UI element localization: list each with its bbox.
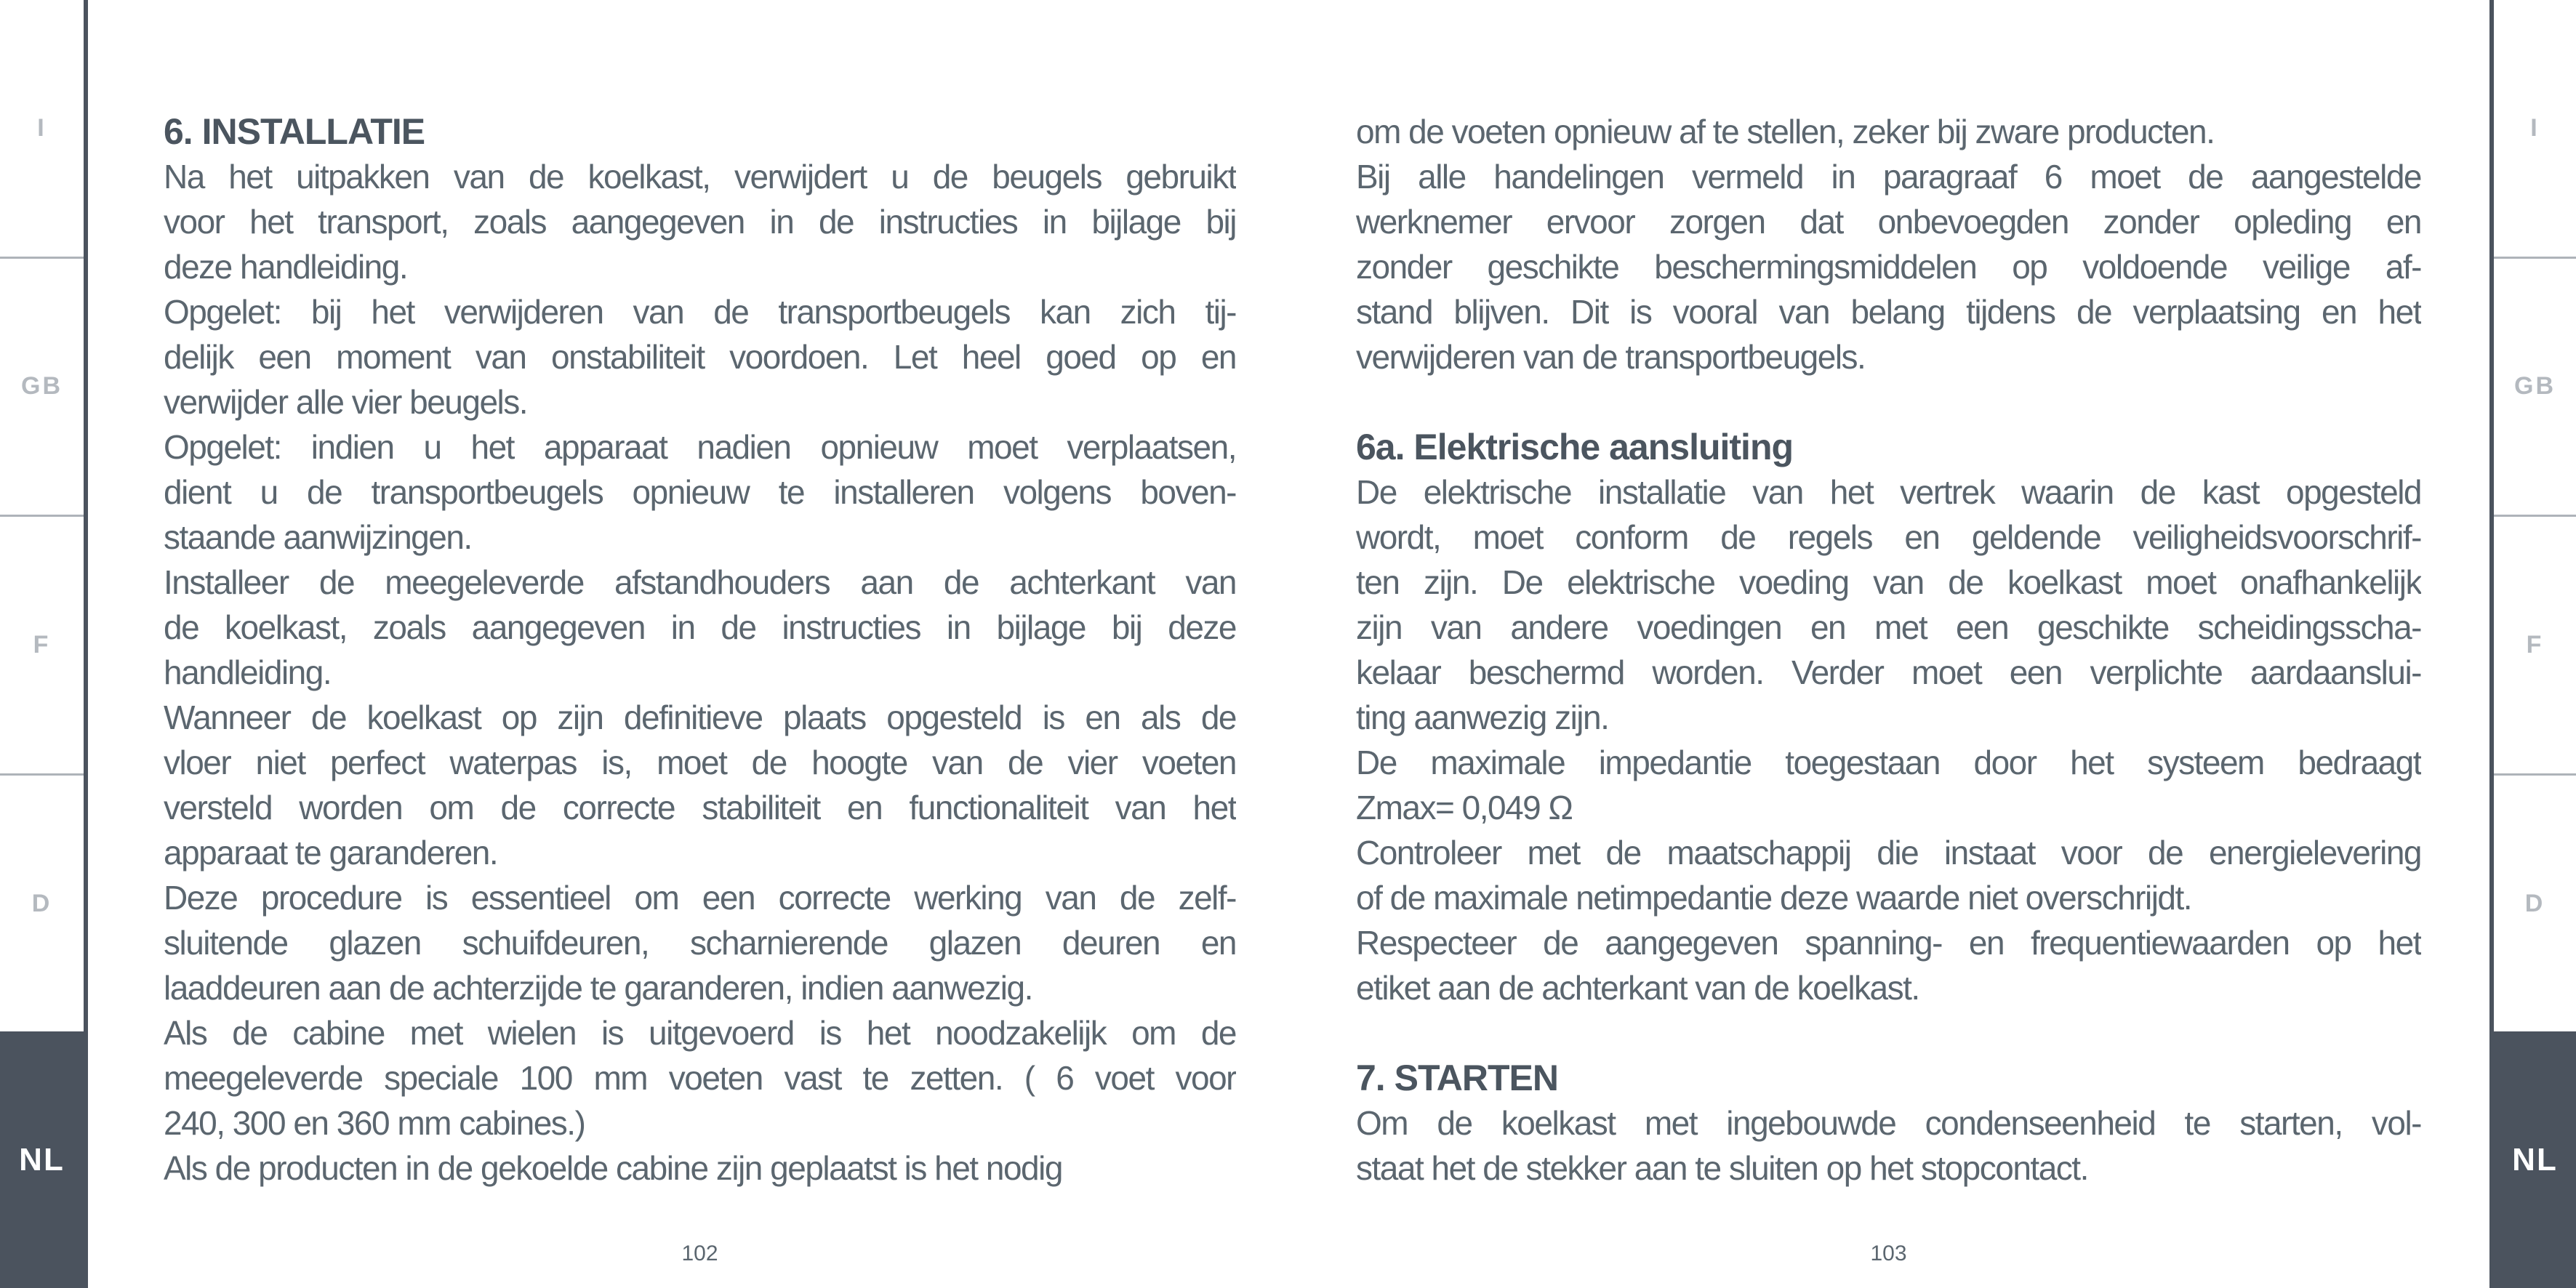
text-line: Controleer met de maatschappij die instaat voor de energielevering bbox=[1356, 834, 2421, 872]
section-heading: 6a. Elektrische aansluiting bbox=[1356, 427, 1794, 467]
left-language-tab-bar bbox=[0, 0, 84, 1288]
text-line: Respecteer de aangegeven spanning- en frequentiewaarden op het bbox=[1356, 924, 2421, 962]
section-heading: 7. STARTEN bbox=[1356, 1058, 1558, 1098]
text-line: Opgelet: indien u het apparaat nadien opnieuw moet verplaatsen, bbox=[164, 428, 1236, 466]
left-page-edge-rule bbox=[84, 0, 88, 1288]
page-102-text-column bbox=[164, 109, 1236, 1191]
language-tab-nl: NL bbox=[0, 1031, 84, 1288]
text-line: meegeleverde speciale 100 mm voeten vast te zetten. ( 6 voet voor bbox=[164, 1059, 1236, 1097]
language-tab-gb: GB bbox=[2494, 257, 2576, 515]
text-line: om de voeten opnieuw af te stellen, zeker bij zware producten. bbox=[1356, 113, 2215, 150]
text-line: Bij alle handelingen vermeld in paragraaf 6 moet de aangestelde bbox=[1356, 158, 2421, 196]
language-tab-i: I bbox=[0, 0, 84, 257]
text-line: laaddeuren aan de achterzijde te garanderen, indien aanwezig. bbox=[164, 969, 1032, 1007]
text-line: Opgelet: bij het verwijderen van de transportbeugels kan zich tij- bbox=[164, 293, 1236, 331]
text-line: ting aanwezig zijn. bbox=[1356, 699, 1609, 736]
text-line: sluitende glazen schuifdeuren, scharnierende glazen deuren en bbox=[164, 924, 1236, 962]
text-line: versteld worden om de correcte stabiliteit en functionaliteit van het bbox=[164, 789, 1236, 826]
text-line: vloer niet perfect waterpas is, moet de hoogte van de vier voeten bbox=[164, 744, 1236, 781]
language-tab-i: I bbox=[2494, 0, 2576, 257]
page-number-left: 102 bbox=[681, 1241, 718, 1265]
text-line: Als de cabine met wielen is uitgevoerd is het noodzakelijk om de bbox=[164, 1014, 1236, 1052]
language-tab-gb: GB bbox=[0, 257, 84, 515]
text-line: dient u de transportbeugels opnieuw te installeren volgens boven- bbox=[164, 473, 1236, 511]
page-number-right: 103 bbox=[1870, 1241, 1907, 1265]
text-line: voor het transport, zoals aangegeven in de instructies in bijlage bij bbox=[164, 203, 1236, 241]
text-line: etiket aan de achterkant van de koelkast. bbox=[1356, 969, 1919, 1007]
text-line: delijk een moment van onstabiliteit voordoen. Let heel goed op en bbox=[164, 338, 1236, 376]
page-103-text-column bbox=[1356, 109, 2421, 1191]
text-line: Deze procedure is essentieel om een correcte werking van de zelf- bbox=[164, 879, 1236, 917]
text-line: Installeer de meegeleverde afstandhouders aan de achterkant van bbox=[164, 563, 1236, 601]
text-line: De maximale impedantie toegestaan door het systeem bedraagt bbox=[1356, 744, 2421, 781]
language-tab-d: D bbox=[0, 773, 84, 1032]
text-line: Na het uitpakken van de koelkast, verwijdert u de beugels gebruikt bbox=[164, 158, 1236, 196]
blank-line bbox=[1356, 379, 2421, 424]
language-tab-f: F bbox=[0, 515, 84, 773]
text-line: zijn van andere voedingen en met een geschikte scheidingsscha- bbox=[1356, 608, 2421, 646]
text-line: 240, 300 en 360 mm cabines.) bbox=[164, 1104, 585, 1142]
section-heading: 6. INSTALLATIE bbox=[164, 111, 425, 152]
text-line: stand blijven. Dit is vooral van belang tijdens de verplaatsing en het bbox=[1356, 293, 2421, 331]
language-tab-f: F bbox=[2494, 515, 2576, 773]
text-line: verwijder alle vier beugels. bbox=[164, 383, 528, 421]
text-line: kelaar beschermd worden. Verder moet een verplichte aardaanslui- bbox=[1356, 653, 2421, 691]
text-line: staande aanwijzingen. bbox=[164, 518, 472, 556]
language-tab-d: D bbox=[2494, 773, 2576, 1032]
text-line: Als de producten in de gekoelde cabine zijn geplaatst is het nodig bbox=[164, 1149, 1062, 1187]
text-line: verwijderen van de transportbeugels. bbox=[1356, 338, 1866, 376]
blank-line bbox=[1356, 1010, 2421, 1055]
text-line: Om de koelkast met ingebouwde condenseenheid te starten, vol- bbox=[1356, 1104, 2421, 1142]
text-line: zonder geschikte beschermingsmiddelen op voldoende veilige af- bbox=[1356, 248, 2421, 286]
text-line: apparaat te garanderen. bbox=[164, 834, 498, 872]
text-line: werknemer ervoor zorgen dat onbevoegden zonder opleding en bbox=[1356, 203, 2421, 241]
right-language-tab-bar bbox=[2494, 0, 2576, 1288]
text-line: wordt, moet conform de regels en geldende veiligheidsvoorschrif- bbox=[1356, 518, 2421, 556]
text-line: Zmax= 0,049 Ω bbox=[1356, 789, 1573, 826]
language-tab-nl: NL bbox=[2494, 1031, 2576, 1288]
text-line: De elektrische installatie van het vertrek waarin de kast opgesteld bbox=[1356, 473, 2421, 511]
text-line: Wanneer de koelkast op zijn definitieve plaats opgesteld is en als de bbox=[164, 699, 1236, 736]
text-line: deze handleiding. bbox=[164, 248, 408, 286]
text-line: ten zijn. De elektrische voeding van de koelkast moet onafhankelijk bbox=[1356, 563, 2421, 601]
text-line: staat het de stekker aan te sluiten op het stopcontact. bbox=[1356, 1149, 2088, 1187]
text-line: de koelkast, zoals aangegeven in de instructies in bijlage bij deze bbox=[164, 608, 1236, 646]
text-line: of de maximale netimpedantie deze waarde niet overschrijdt. bbox=[1356, 879, 2192, 917]
text-line: handleiding. bbox=[164, 653, 332, 691]
